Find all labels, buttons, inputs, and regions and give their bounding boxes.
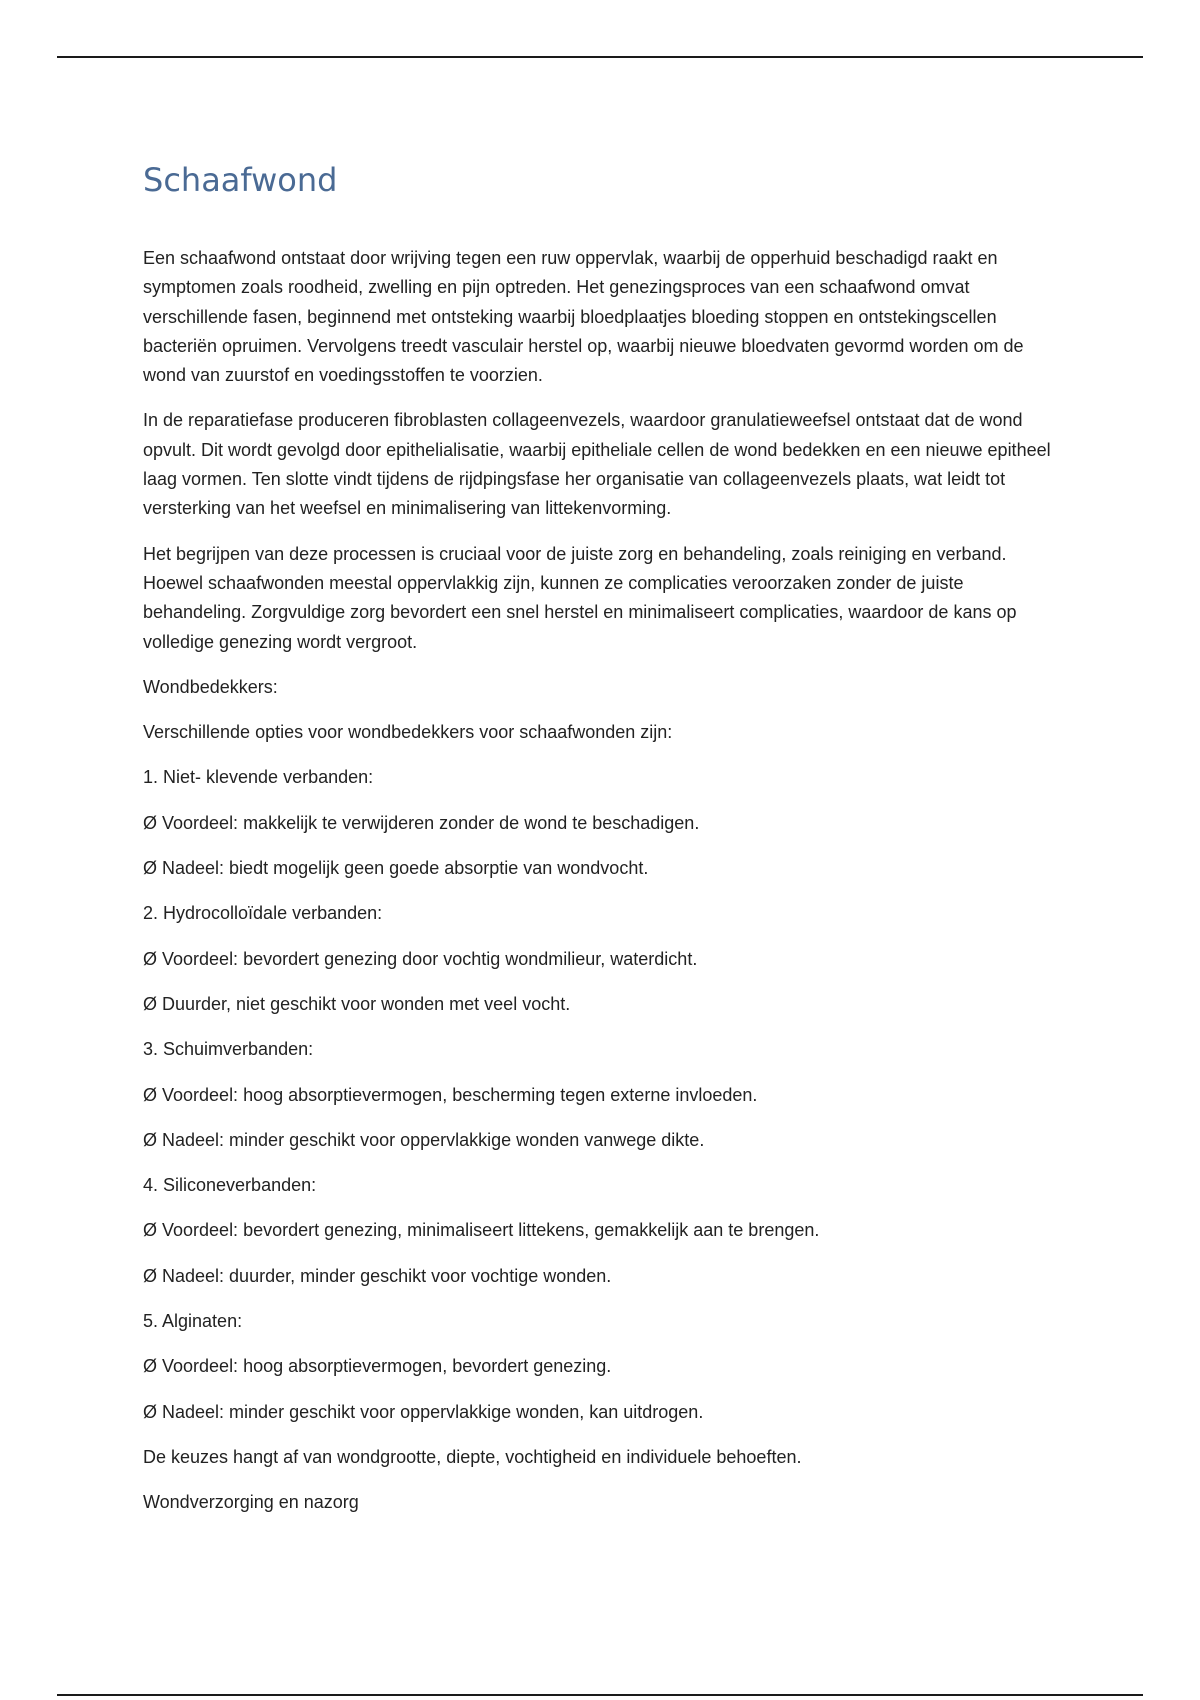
list-item-con: Ø Nadeel: biedt mogelijk geen goede absorptie van wondvocht. <box>143 858 649 879</box>
paragraph-intro: Een schaafwond ontstaat door wrijving tegen een ruw oppervlak, waarbij de opperhuid beschadigd raakt en symptomen zoals roodheid, zwelling en pijn optreden. Het genezingsproces van een schaafwond omvat verschillende fasen, beginnend met ontsteking waarbij bloedplaatjes bloeding stoppen en ontstekingscellen bacteriën opruimen. Vervolgens treedt vasculair herstel op, waarbij nieuwe bloedvaten gevormd worden om de wond van zuurstof en voedingsstoffen te voorzien. <box>143 248 1024 386</box>
conclusion-text: De keuzes hangt af van wondgrootte, diepte, vochtigheid en individuele behoeften. <box>143 1446 802 1467</box>
options-intro: Verschillende opties voor wondbedekkers voor schaafwonden zijn: <box>143 722 673 743</box>
list-item-heading: 1. Niet- klevende verbanden: <box>143 767 374 788</box>
section-heading-wondbedekkers: Wondbedekkers: <box>143 676 278 697</box>
header-rule <box>57 56 1143 58</box>
list-item-con: Ø Duurder, niet geschikt voor wonden met veel vocht. <box>143 993 571 1014</box>
list-item-heading: 2. Hydrocolloïdale verbanden: <box>143 903 383 924</box>
list-item-pro: Ø Voordeel: makkelijk te verwijderen zonder de wond te beschadigen. <box>143 812 700 833</box>
list-item-con: Ø Nadeel: duurder, minder geschikt voor vochtige wonden. <box>143 1265 612 1286</box>
list-item-pro: Ø Voordeel: hoog absorptievermogen, bevordert genezing. <box>143 1356 612 1377</box>
list-item-heading: 3. Schuimverbanden: <box>143 1039 314 1060</box>
list-item-pro: Ø Voordeel: bevordert genezing, minimaliseert littekens, gemakkelijk aan te brengen. <box>143 1220 820 1241</box>
paragraph-care: Het begrijpen van deze processen is cruciaal voor de juiste zorg en behandeling, zoals reiniging en verband. Hoewel schaafwonden meestal oppervlakkig zijn, kunnen ze complicaties veroorzaken zonder de juiste behandeling. Zorgvuldige zorg bevordert een snel herstel en minimaliseert complicaties, waardoor de kans op volledige genezing wordt vergroot. <box>143 543 1017 652</box>
paragraph-repair-phase: In de reparatiefase produceren fibroblasten collageenvezels, waardoor granulatieweefsel ontstaat dat de wond opvult. Dit wordt gevolgd door epithelialisatie, waarbij epitheliale cellen de wond bedekken en een nieuwe epitheel laag vormen. Ten slotte vindt tijdens de rijdpingsfase her organisatie van collageenvezels plaats, wat leidt tot versterking van het weefsel en minimalisering van littekenvorming. <box>143 410 1051 519</box>
footer-rule <box>57 1694 1143 1696</box>
list-item-con: Ø Nadeel: minder geschikt voor oppervlakkige wonden vanwege dikte. <box>143 1129 705 1150</box>
list-item-heading: 5. Alginaten: <box>143 1311 243 1332</box>
list-item-pro: Ø Voordeel: hoog absorptievermogen, bescherming tegen externe invloeden. <box>143 1084 758 1105</box>
page-title: Schaafwond <box>143 161 338 199</box>
document-body <box>143 160 1063 1534</box>
list-item-heading: 4. Siliconeverbanden: <box>143 1175 317 1196</box>
section-heading-wondverzorging: Wondverzorging en nazorg <box>143 1492 359 1513</box>
list-item-pro: Ø Voordeel: bevordert genezing door vochtig wondmilieur, waterdicht. <box>143 948 698 969</box>
list-item-con: Ø Nadeel: minder geschikt voor oppervlakkige wonden, kan uitdrogen. <box>143 1401 704 1422</box>
